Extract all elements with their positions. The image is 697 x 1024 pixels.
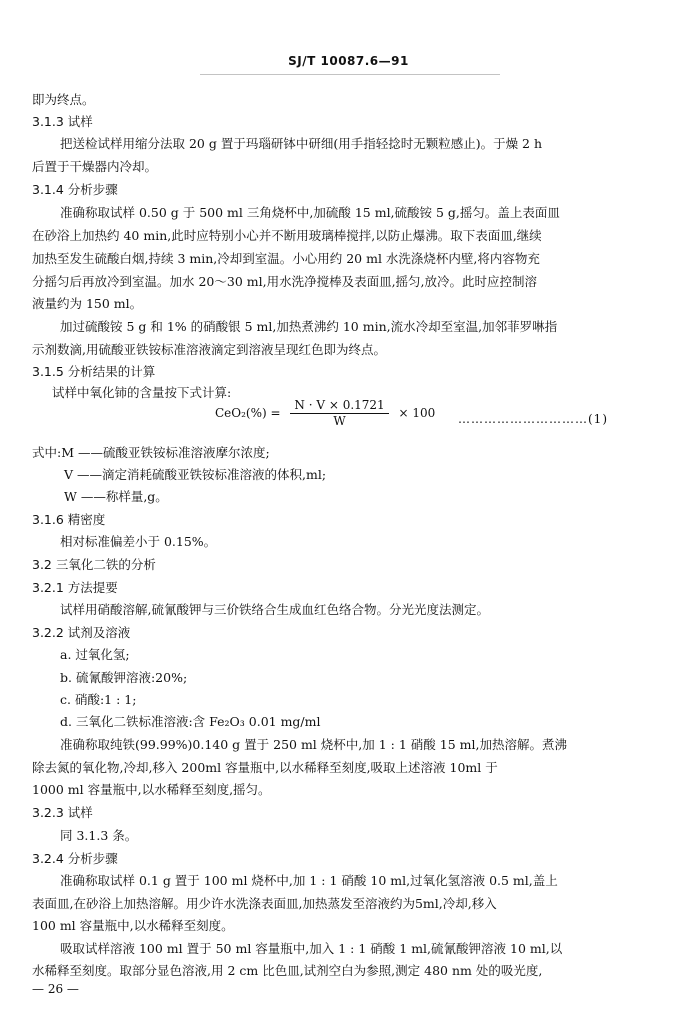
formula-fraction xyxy=(290,398,388,429)
section-heading: 3.2.4 分析步骤 xyxy=(32,851,118,866)
section-heading: 3.2 三氧化二铁的分析 xyxy=(32,557,156,572)
page-number: — 26 — xyxy=(32,982,79,996)
text-line: 加热至发生硫酸白烟,持续 3 min,冷却到室温。小心用约 20 ml 水洗涤烧杯内壁,将内容物充 xyxy=(32,251,540,266)
text-line: 1000 ml 容量瓶中,以水稀释至刻度,摇匀。 xyxy=(32,782,271,797)
text-line: 加过硫酸铵 5 g 和 1% 的硝酸银 5 ml,加热煮沸约 10 min,流水冷却至室温,加邻菲罗啉指 xyxy=(60,319,558,334)
list-item: d. 三氧化二铁标准溶液:含 Fe₂O₃ 0.01 mg/ml xyxy=(60,714,321,729)
header-rule xyxy=(200,74,500,75)
text-line: 试样用硝酸溶解,硫氰酸钾与三价铁络合生成血红色络合物。分光光度法测定。 xyxy=(60,602,489,617)
text-line: 示剂数滴,用硫酸亚铁铵标准溶液滴定到溶液呈现红色即为终点。 xyxy=(32,342,386,357)
text-line: 吸取试样溶液 100 ml 置于 50 ml 容量瓶中,加入 1 : 1 硝酸 1 ml,硫氰酸钾溶液 10 ml,以 xyxy=(60,941,563,956)
text-line: 表面皿,在砂浴上加热溶解。用少许水洗涤表面皿,加热蒸发至溶液约为5ml,冷却,移入 xyxy=(32,896,497,911)
text-line: 液量约为 150 ml。 xyxy=(32,296,143,311)
section-heading: 3.2.2 试剂及溶液 xyxy=(32,625,131,640)
text-line: V ——滴定消耗硫酸亚铁铵标准溶液的体积,ml; xyxy=(64,467,327,482)
text-line: 相对标准偏差小于 0.15%。 xyxy=(60,534,217,549)
text-line: 准确称取试样 0.50 g 于 500 ml 三角烧杯中,加硫酸 15 ml,硫酸铵 5 g,摇匀。盖上表面皿 xyxy=(60,205,560,220)
formula-rhs: × 100 xyxy=(398,406,436,420)
formula xyxy=(215,398,435,429)
text-line: 式中:M ——硫酸亚铁铵标准溶液摩尔浓度; xyxy=(32,445,270,460)
section-heading: 3.1.6 精密度 xyxy=(32,512,106,527)
list-item: a. 过氧化氢; xyxy=(60,647,130,662)
text-line: 准确称取纯铁(99.99%)0.140 g 置于 250 ml 烧杯中,加 1 : 1 硝酸 15 ml,加热溶解。煮沸 xyxy=(60,737,567,752)
formula-denominator: W xyxy=(333,414,346,428)
list-item: b. 硫氰酸钾溶液:20%; xyxy=(60,670,188,685)
text-line: 后置于干燥器内冷却。 xyxy=(32,159,158,174)
text-line: 试样中氧化铈的含量按下式计算: xyxy=(52,385,232,400)
text-line: 在砂浴上加热约 40 min,此时应特别小心并不断用玻璃棒搅拌,以防止爆沸。取下表面皿,继续 xyxy=(32,228,542,243)
section-heading: 3.2.1 方法提要 xyxy=(32,580,118,595)
page-header: SJ/T 10087.6—91 xyxy=(288,54,409,68)
formula-lhs: CeO₂(%) = xyxy=(215,406,281,420)
section-heading: 3.2.3 试样 xyxy=(32,805,93,820)
text-line: 100 ml 容量瓶中,以水稀释至刻度。 xyxy=(32,918,234,933)
section-heading: 3.1.3 试样 xyxy=(32,114,93,129)
list-item: c. 硝酸:1 : 1; xyxy=(60,692,137,707)
text-line: 即为终点。 xyxy=(32,92,95,107)
text-line: W ——称样量,g。 xyxy=(64,489,168,504)
text-line: 除去氮的氧化物,冷却,移入 200ml 容量瓶中,以水稀释至刻度,吸取上述溶液 10ml 于 xyxy=(32,760,498,775)
formula-numerator: N · V × 0.1721 xyxy=(290,398,388,414)
text-line: 把送检试样用缩分法取 20 g 置于玛瑙研钵中研细(用手指轻捻时无颗粒感止)。于燥 2 h xyxy=(60,136,543,151)
section-heading: 3.1.5 分析结果的计算 xyxy=(32,364,156,379)
text-line: 水稀释至刻度。取部分显色溶液,用 2 cm 比色皿,试剂空白为参照,测定 480 nm 处的吸光度, xyxy=(32,963,543,978)
equation-number: …………………………(1) xyxy=(458,412,608,426)
text-line: 分摇匀后再放冷到室温。加水 20～30 ml,用水洗净搅棒及表面皿,摇匀,放冷。此时应控制溶 xyxy=(32,274,538,289)
text-line: 同 3.1.3 条。 xyxy=(60,828,138,843)
section-heading: 3.1.4 分析步骤 xyxy=(32,182,118,197)
text-line: 准确称取试样 0.1 g 置于 100 ml 烧杯中,加 1 : 1 硝酸 10 ml,过氧化氢溶液 0.5 ml,盖上 xyxy=(60,873,558,888)
